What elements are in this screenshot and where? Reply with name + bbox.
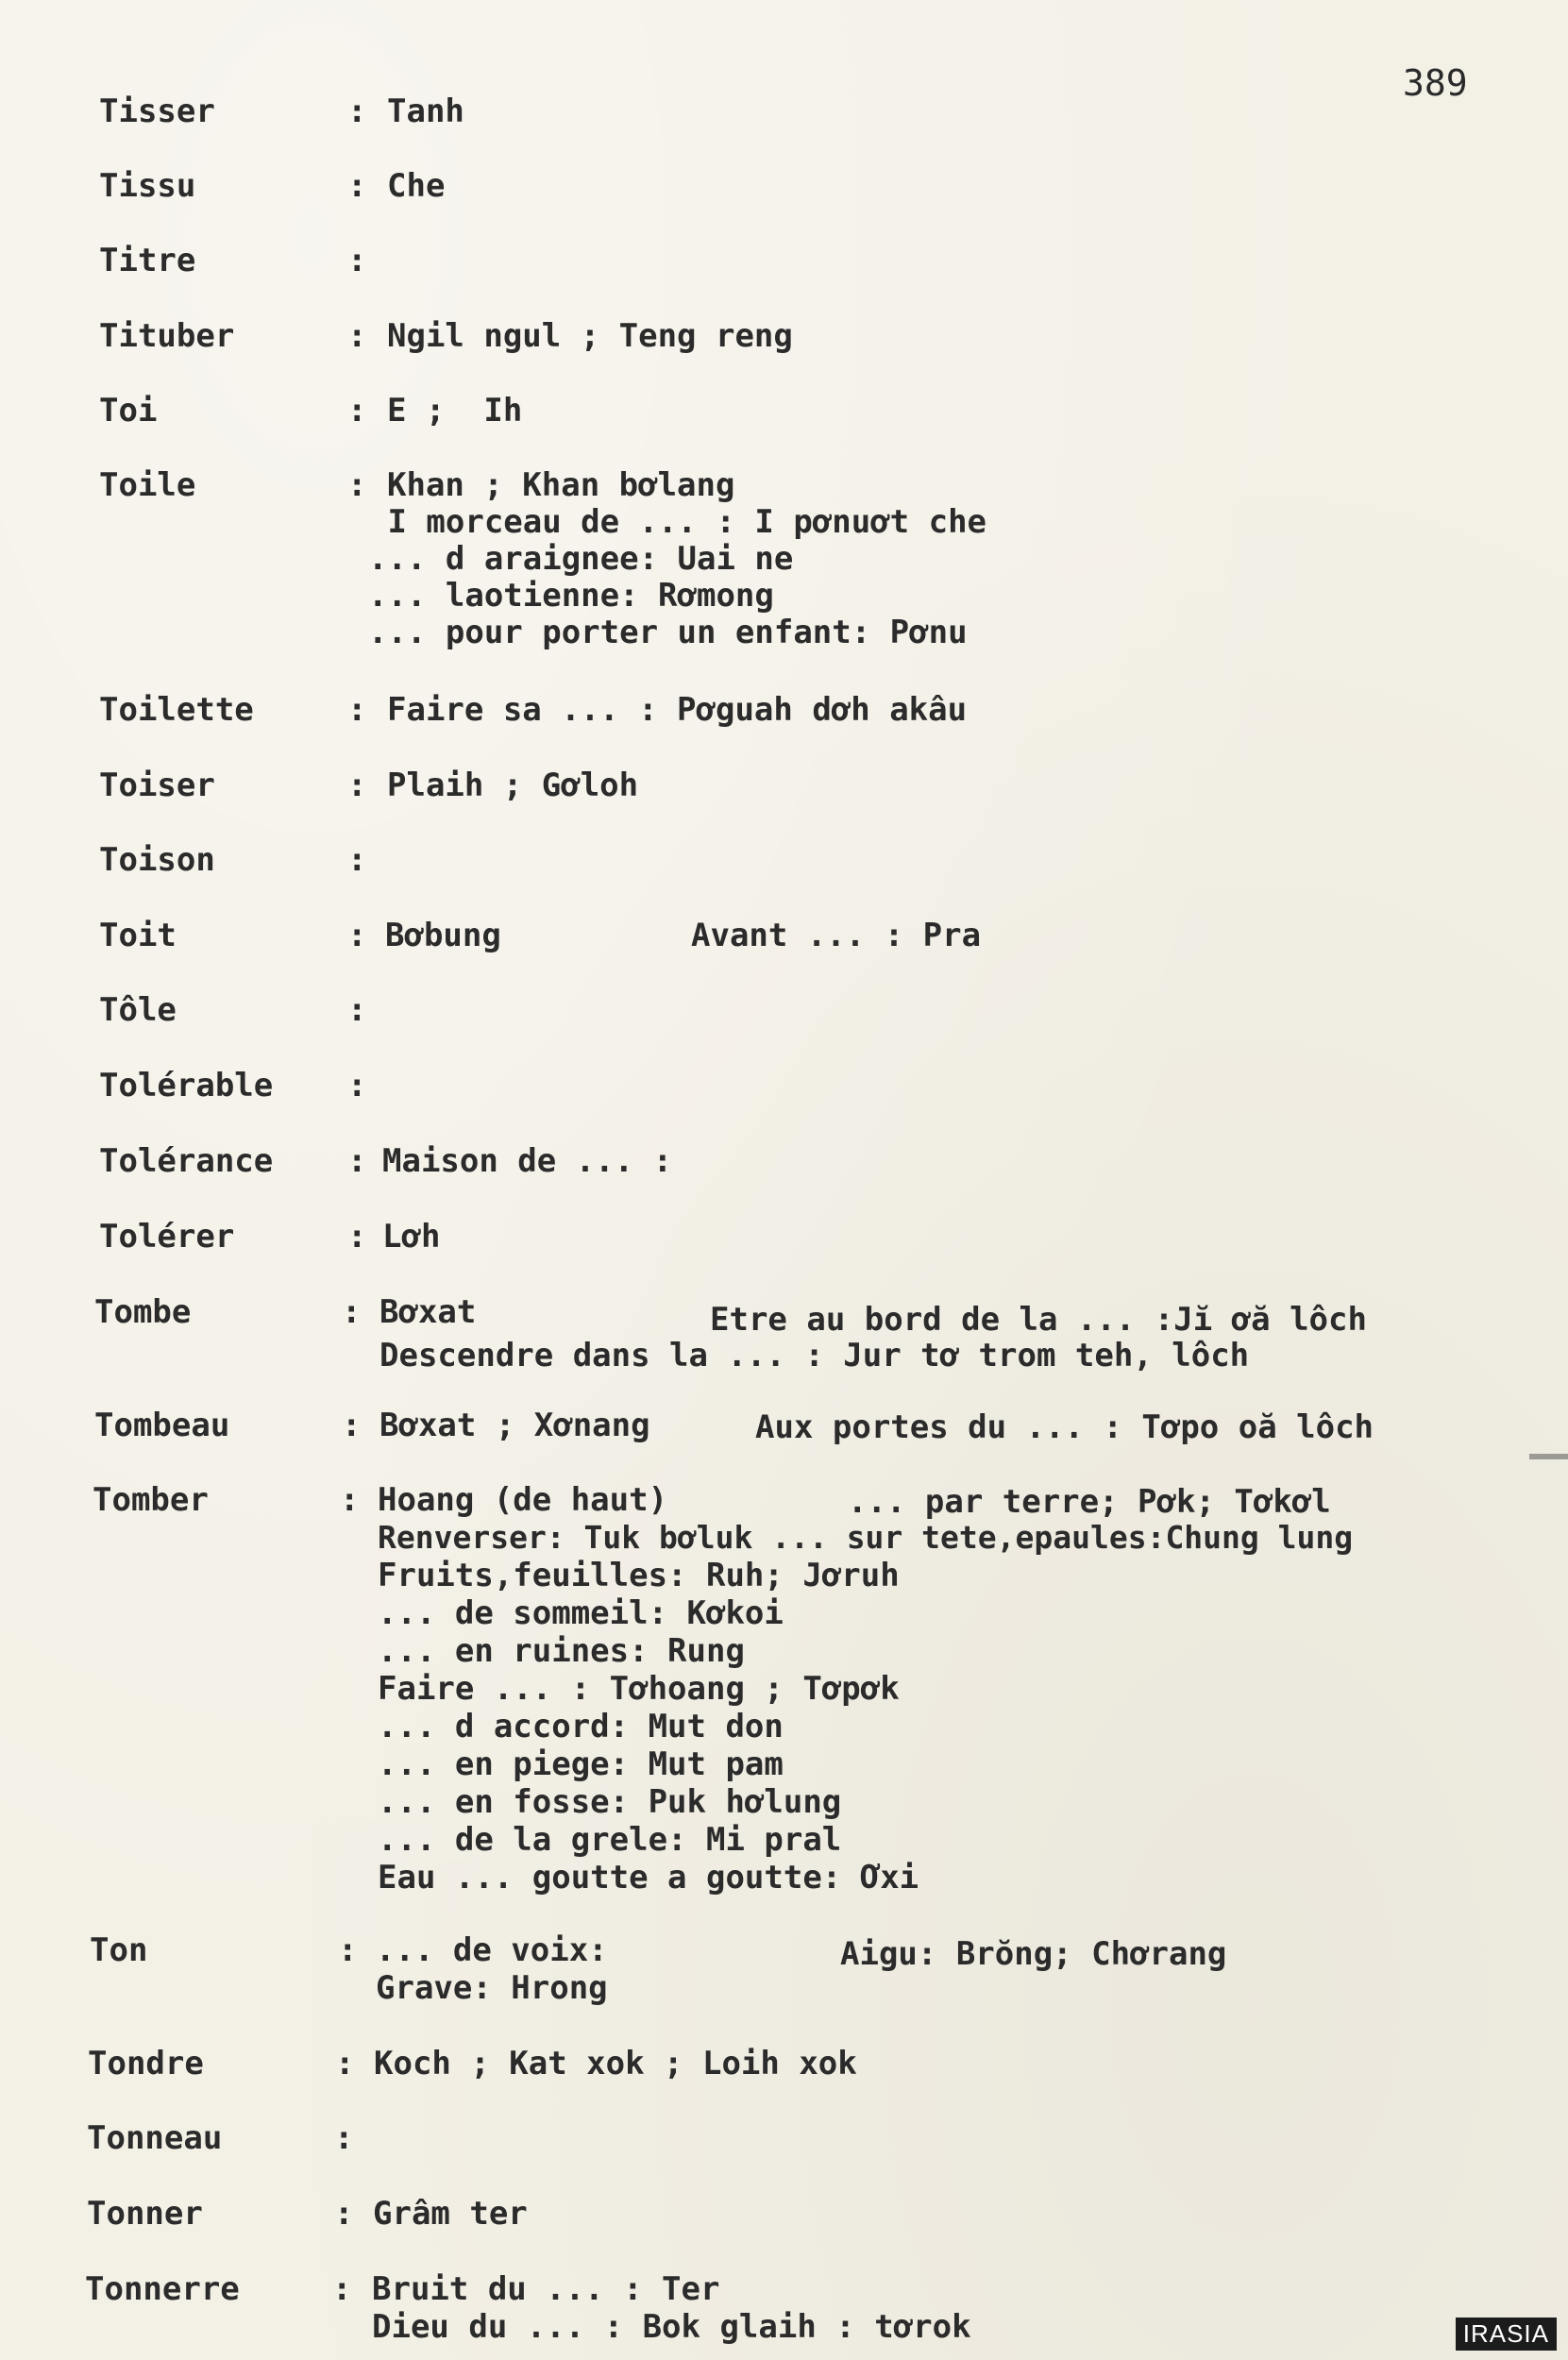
entry-definition: Lơh <box>382 1218 441 1256</box>
entry-definition: Aigu: Brŏng; Chơrang <box>840 1935 1227 1973</box>
entry-definition: ... laotienne: Rơmong <box>368 577 774 615</box>
archive-watermark: IRASIA <box>1456 2318 1557 2351</box>
entry-separator: : <box>347 1067 367 1104</box>
entry-definition: Faire sa ... : Pơguah dơh akâu <box>387 691 968 729</box>
entry-term: Toit <box>99 917 177 954</box>
entry-separator: : <box>338 1931 358 1969</box>
entry-definition: I morceau de ... : I pơnuơt che <box>368 503 987 541</box>
entry-definition: Maison de ... : <box>382 1142 673 1180</box>
entry-separator: : <box>332 2270 352 2308</box>
entry-term: Tituber <box>99 317 235 355</box>
entry-separator: : <box>347 767 367 804</box>
entry-definition: Eau ... goutte a goutte: Ơxi <box>378 1859 919 1896</box>
entry-separator: : <box>334 2195 354 2233</box>
entry-definition: ... en piege: Mut pam <box>378 1745 784 1783</box>
entry-definition: Plaih ; Gơloh <box>387 767 639 804</box>
entry-separator: : <box>347 1142 367 1180</box>
entry-separator: : <box>347 841 367 879</box>
entry-definition: Avant ... : Pra <box>691 917 982 954</box>
entry-definition: Tanh <box>387 93 464 130</box>
entry-definition: E ; Ih <box>387 392 523 430</box>
entry-separator: : <box>347 917 367 954</box>
entry-separator: : <box>347 93 367 130</box>
entry-definition: Grâm ter <box>373 2195 528 2233</box>
entry-separator: : <box>335 2045 355 2082</box>
entry-definition: ... d araignee: Uai ne <box>368 540 794 578</box>
entry-definition: ... de voix: <box>376 1931 608 1969</box>
entry-term: Tombe <box>94 1293 192 1331</box>
entry-term: Toiser <box>99 767 215 804</box>
entry-separator: : <box>342 1293 362 1331</box>
entry-definition: Hoang (de haut) <box>378 1481 668 1519</box>
entry-term: Tolérer <box>99 1218 235 1256</box>
entry-definition: Faire ... : Tơhoang ; Tơpơk <box>378 1670 900 1708</box>
entry-separator: : <box>347 242 367 279</box>
entry-definition: Aux portes du ... : Tơpo oă lôch <box>755 1408 1374 1446</box>
entry-definition: ... en ruines: Rung <box>378 1632 745 1670</box>
entry-definition: Ngil ngul ; Teng reng <box>387 317 793 355</box>
entry-definition: ... de sommeil: Kơkoi <box>378 1594 784 1632</box>
entry-definition: Dieu du ... : Bok glaih : tơrok <box>372 2308 971 2346</box>
entry-term: Tombeau <box>94 1407 230 1444</box>
entry-separator: : <box>342 1407 362 1444</box>
entry-separator: : <box>347 392 367 430</box>
entry-term: Tomber <box>93 1481 209 1519</box>
entry-definition: Fruits,feuilles: Ruh; Jơruh <box>378 1557 900 1594</box>
entry-definition: Bruit du ... : Ter <box>372 2270 720 2308</box>
entry-term: Tonner <box>87 2195 203 2233</box>
entry-separator: : <box>347 1218 367 1256</box>
entry-term: Toile <box>99 466 196 504</box>
entry-separator: : <box>347 691 367 729</box>
entry-definition: ... par terre; Pơk; Tơkơl <box>848 1483 1331 1521</box>
entry-term: Tolérable <box>99 1067 274 1104</box>
entry-separator: : <box>347 466 367 504</box>
edge-tab-mark <box>1529 1454 1568 1459</box>
entry-definition: ... d accord: Mut don <box>378 1708 784 1745</box>
entry-definition: Bơxat ; Xơnang <box>379 1407 650 1444</box>
entry-definition: ... pour porter un enfant: Pơnu <box>368 614 968 651</box>
entry-term: Toilette <box>99 691 254 729</box>
entry-term: Ton <box>90 1931 148 1969</box>
entry-term: Tonnerre <box>85 2270 240 2308</box>
entry-separator: : <box>334 2119 354 2157</box>
page-number: 389 <box>1403 62 1468 104</box>
entry-term: Tolérance <box>99 1142 274 1180</box>
entry-definition: Khan ; Khan bơlang <box>387 466 735 504</box>
entry-separator: : <box>347 317 367 355</box>
entry-term: Tôle <box>99 991 177 1029</box>
entry-definition: Descendre dans la ... : Jur tơ trom teh, lôch <box>379 1337 1250 1374</box>
entry-definition: ... de la grele: Mi pral <box>378 1821 842 1859</box>
entry-definition: Che <box>387 167 446 205</box>
entry-definition: Koch ; Kat xok ; Loih xok <box>374 2045 857 2082</box>
entry-term: Toison <box>99 841 215 879</box>
entry-definition: Etre au bord de la ... :Jĭ ơă lôch <box>710 1301 1367 1339</box>
entry-term: Tonneau <box>87 2119 223 2157</box>
entry-definition: Renverser: Tuk bơluk ... sur tete,epaules:Chung lung <box>378 1519 1354 1556</box>
entry-term: Tisser <box>99 93 215 130</box>
entry-definition: Bơxat <box>379 1293 477 1331</box>
entry-definition: ... en fosse: Puk hơlung <box>378 1783 842 1821</box>
entry-separator: : <box>340 1481 360 1519</box>
entry-term: Titre <box>99 242 196 279</box>
entry-separator: : <box>347 991 367 1029</box>
entry-term: Toi <box>99 392 158 430</box>
entry-definition: Bơbung <box>385 917 501 954</box>
entry-separator: : <box>347 167 367 205</box>
entry-term: Tondre <box>88 2045 204 2082</box>
entry-term: Tissu <box>99 167 196 205</box>
entry-definition: Grave: Hrong <box>376 1969 608 2007</box>
